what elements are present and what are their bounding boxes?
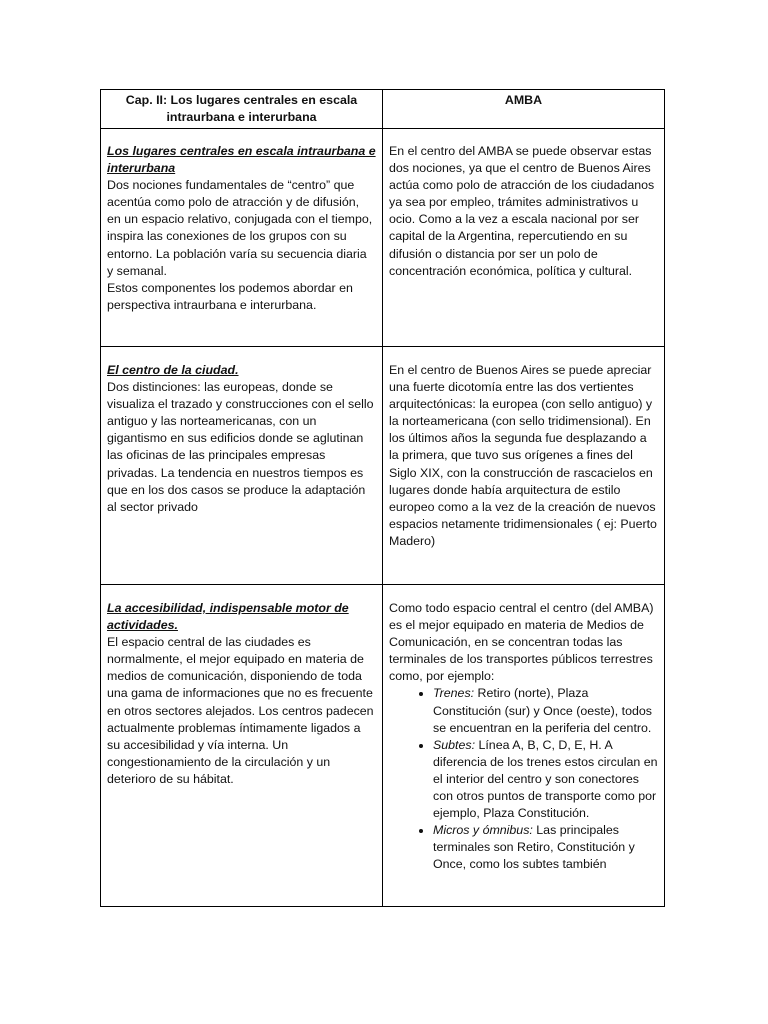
cell-paragraph: Como todo espacio central el centro (del AMBA) es el mejor equipado en materia de Medios de Comunicación, en se concentran todas las terminales de los transportes públicos terrestres como, por ejemplo: xyxy=(389,601,654,684)
cell-paragraph: Dos nociones fundamentales de “centro” que acentúa como polo de atracción y de difusión, en un espacio relativo, conjugada con el tiempo, inspira las conexiones de los grupos con su entorno. La población varía su secuencia diaria y semanal. xyxy=(107,178,373,278)
list-item-term: Subtes: xyxy=(433,737,476,752)
list-item-text: Retiro (norte), Plaza Constitución (sur) y Once (oeste), todos se encuentran en la periferia del centro. xyxy=(433,686,652,735)
list-item xyxy=(433,737,658,822)
list-item-term: Trenes: xyxy=(433,686,475,701)
cell-paragraph: Estos componentes los podemos abordar en perspectiva intraurbana e interurbana. xyxy=(107,280,353,312)
table-cell-right xyxy=(383,585,665,907)
section-heading: Los lugares centrales en escala intraurbana e interurbana xyxy=(107,144,376,176)
list-item-text: Las principales terminales son Retiro, Constitución y Once, como los subtes también xyxy=(433,823,635,872)
list-item-term: Micros y ómnibus: xyxy=(433,823,533,838)
header-cell-amba: AMBA xyxy=(383,90,665,129)
list-item-text: Línea A, B, C, D, E, H. A diferencia de los trenes estos circulan en el interior del centro y son conectores con otros puntos de transporte como por ejemplo, Plaza Constitución. xyxy=(433,737,658,821)
table-cell-left xyxy=(101,585,383,907)
cell-paragraph: Dos distinciones: las europeas, donde se visualiza el trazado y construcciones con el sello antiguo y las norteamericanas, con un gigantismo en sus edificios donde se aglutinan las oficinas de las principales empresas privadas. La tendencia en nuestros tiempos es que en los dos casos se produce la adaptación al sector privado xyxy=(107,380,374,514)
cell-paragraph: El espacio central de las ciudades es normalmente, el mejor equipado en materia de medios de comunicación, disponiendo de toda una gama de informaciones que no es frecuente en otros sectores alejados. Los centros padecen actualmente problemas íntimamente ligados a su accesibilidad y vía interna. Un congestionamiento de la circulación y un deterioro de su hábitat. xyxy=(107,635,374,786)
table-row xyxy=(101,347,665,585)
section-heading: El centro de la ciudad. xyxy=(107,363,239,377)
cell-paragraph: En el centro de Buenos Aires se puede apreciar una fuerte dicotomía entre las dos vertientes arquitectónicas: la europea (con sello antiguo) y la norteamericana (con sello tridimensional). En los últimos años la segunda fue desplazando a la primera, que tuvo sus orígenes a fines del Siglo XIX, con la construcción de rascacielos en lugares donde había arquitectura de estilo europeo como a la vez de la creación de nuevos espacios netamente tridimensionales ( ej: Puerto Madero) xyxy=(389,363,657,548)
table-cell-right xyxy=(383,347,665,585)
table-cell-left xyxy=(101,347,383,585)
list-item xyxy=(433,685,658,736)
section-heading: La accesibilidad, indispensable motor de actividades. xyxy=(107,601,349,633)
table-row xyxy=(101,585,665,907)
transport-list xyxy=(389,685,658,873)
table-cell-right xyxy=(383,129,665,347)
cell-paragraph: En el centro del AMBA se puede observar estas dos nociones, ya que el centro de Buenos Aires actúa como polo de atracción de los ciudadanos ya sea por empleo, trámites administrativos u ocio. Como a la vez a escala nacional por ser capital de la Argentina, repercutiendo en su difusión o distancia por ser un polo de concentración económica, política y cultural. xyxy=(389,144,655,278)
table-row xyxy=(101,129,665,347)
header-cell-chapter: Cap. II: Los lugares centrales en escala intraurbana e interurbana xyxy=(101,90,383,129)
comparison-table xyxy=(100,89,665,907)
table-header-row xyxy=(101,90,665,129)
list-item xyxy=(433,822,658,873)
table-cell-left xyxy=(101,129,383,347)
